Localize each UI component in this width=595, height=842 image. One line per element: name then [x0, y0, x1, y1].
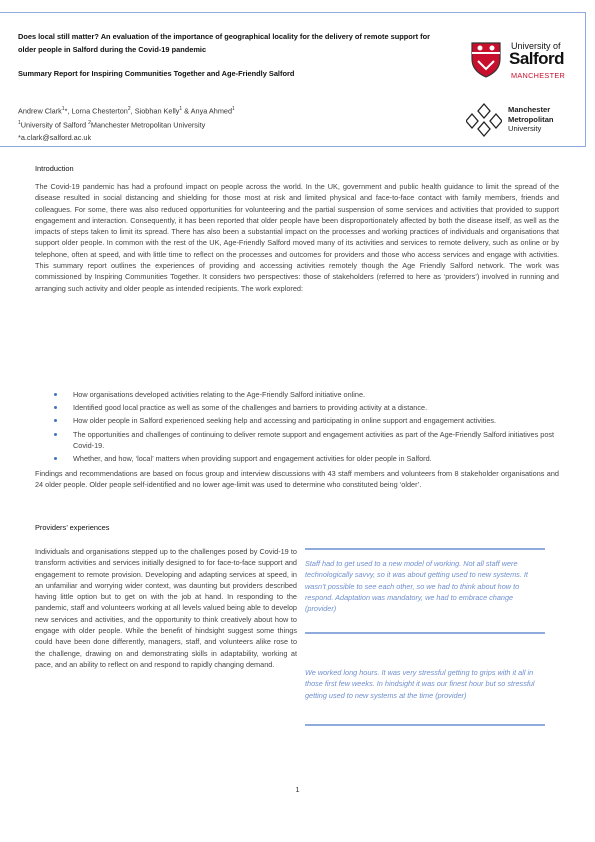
author-list	[18, 103, 235, 117]
bullet-icon	[54, 457, 57, 460]
provider-quote-1: Staff had to get used to a new model of working. Not all staff were technologically savvy, so it was about getting used to new systems. It wasn’t possible to see each other, so we had to think about how to respond. Adaptation was mandatory, we had to embrace change (provider)	[305, 559, 528, 614]
report-title: Does local still matter? An evaluation of the importance of geographical locality for the delivery of remote support for older people in Salford during the Covid-19 pandemic	[18, 32, 431, 54]
author-separator: ,	[130, 106, 135, 116]
bullet-icon	[54, 393, 57, 396]
mmu-logo-line1: Manchester	[508, 105, 551, 114]
salford-logo	[466, 35, 581, 83]
mmu-logo-text	[508, 105, 554, 134]
affil-sup: 2	[88, 120, 91, 127]
findings-paragraph: Findings and recommendations are based on focus group and interview discussions with 43 staff members and volunteers from 8 stakeholder organisations and 24 older people. Older people self-identified and no lower age-limit was used to determine who constituted being ‘older’.	[35, 469, 559, 490]
author-affil-sup: 1	[232, 106, 235, 112]
list-item	[35, 389, 560, 400]
intro-paragraph: The Covid-19 pandemic has had a profound impact on people across the world. In the UK, government and public health guidance to limit the spread of the disease resulted in social distancing and shielding for those most at risk and limited physical and face-to-face contact with family members, friends and colleagues. For some, there was also reduced opportunities for volunteering and the partial suspension of some services and activities that provided to support engagement and interaction. Consequently, it has been reported that older people have been disproportionately affected by both the disease itself, as well as the impacts of steps taken to limit its spread. There has also been a substantial impact on the processes and working practices of individuals and organisations that support older people. In common with the rest of the UK, Age-Friendly Salford moved many of its activities and services to remote delivery, such as online or by telephone, often at speed, and with little time to reflect on the processes and outcomes for providers and those who access services and engage with activities. This summary report outlines the experiences of providing and accessing activities remotely though the Age Friendly Salford network. The work was commissioned by Inspiring Communities Together. It considers two perspectives: those of stakeholders (referred to here as ‘providers’) involved in running and arranging such activity and older people as intended recipients. The work explored:	[35, 182, 559, 293]
page-number: 1	[295, 785, 300, 794]
list-item	[35, 402, 560, 413]
author-affil-sup: 2	[127, 106, 131, 112]
affiliation-salford: University of Salford	[20, 120, 89, 130]
affil-sup: 1	[18, 120, 21, 127]
list-item	[35, 429, 560, 451]
explored-list	[35, 389, 560, 466]
author-name: Andrew Clark	[18, 106, 62, 116]
list-item	[35, 415, 560, 426]
header-box	[0, 12, 586, 147]
list-item-text: Whether, and how, ‘local’ matters when providing support and engagement activities for older people in Salford.	[73, 454, 432, 464]
report-subtitle: Summary Report for Inspiring Communities Together and Age-Friendly Salford	[18, 69, 295, 78]
bullet-icon	[54, 406, 57, 409]
mmu-logo	[466, 101, 581, 141]
author-affil-sup: 1	[61, 106, 65, 112]
salford-crest-icon	[468, 39, 504, 79]
quote-rule-top	[305, 548, 545, 550]
mmu-logo-line3: University	[508, 124, 542, 133]
provider-quote-2: We worked long hours. It was very stressful getting to grips with it all in those first few weeks. In hindsight it was our finest hour but so stressful getting used to new systems at the time (provider)	[305, 668, 535, 700]
bullet-icon	[54, 433, 57, 436]
affiliation-mmu: Manchester Metropolitan University	[90, 120, 206, 130]
author-separator: &	[182, 106, 191, 116]
list-item	[35, 453, 560, 464]
author-affil-sup: 1	[179, 106, 183, 112]
author-separator: *,	[64, 106, 72, 116]
affiliations	[18, 117, 235, 131]
list-item-text: The opportunities and challenges of continuing to deliver remote support and engagement activities as part of the Age-Friendly Salford initiatives post Covid-19.	[73, 429, 555, 450]
list-item-text: Identified good local practice as well as some of the challenges and barriers to providing activity at a distance.	[73, 403, 428, 413]
author-block	[18, 103, 235, 144]
list-item-text: How older people in Salford experienced seeking help and accessing and participating in online support and engagement activities.	[73, 416, 497, 426]
author-name: Anya Ahmed	[190, 106, 233, 116]
providers-paragraph: Individuals and organisations stepped up to the challenges posed by Covid-19 to transform activities and services initially designed to for face-to-face support and engagement to remote provision. Developing and adapting services at speed, in an unfamiliar and worrying wider context, was daunting but providers described having little option but to get on with the job at hand. In responding to the pandemic, staff and volunteers working at all levels valued being able to develop new services and activities, and the opportunity to think creatively about how to engage with older people. While the benefit of hindsight suggest some things could have been done differently, managers, staff, and volunteers alike rose to the challenge, drawing on and demonstrating skills in adaptability, working at pace, and an ability to reflect on and respond to rapidly changing demand.	[35, 547, 297, 669]
author-name: Siobhan Kelly	[134, 106, 180, 116]
contact-email: *a.clark@salford.ac.uk	[18, 132, 92, 142]
mmu-logo-line2: Metropolitan	[508, 114, 554, 124]
salford-logo-line3: MANCHESTER	[511, 71, 566, 80]
bullet-icon	[54, 419, 57, 422]
providers-heading: Providers’ experiences	[35, 523, 110, 532]
salford-logo-line1: University of	[511, 41, 561, 51]
list-item-text: How organisations developed activities relating to the Age-Friendly Salford initiative online.	[73, 390, 366, 399]
salford-logo-line2: Salford	[509, 49, 565, 68]
author-name: Lorna Chesterton	[71, 106, 128, 116]
quote-rule-middle	[305, 632, 545, 634]
intro-heading: Introduction	[35, 164, 74, 173]
quote-rule-bottom	[305, 724, 545, 726]
mmu-bees-icon	[466, 101, 502, 139]
